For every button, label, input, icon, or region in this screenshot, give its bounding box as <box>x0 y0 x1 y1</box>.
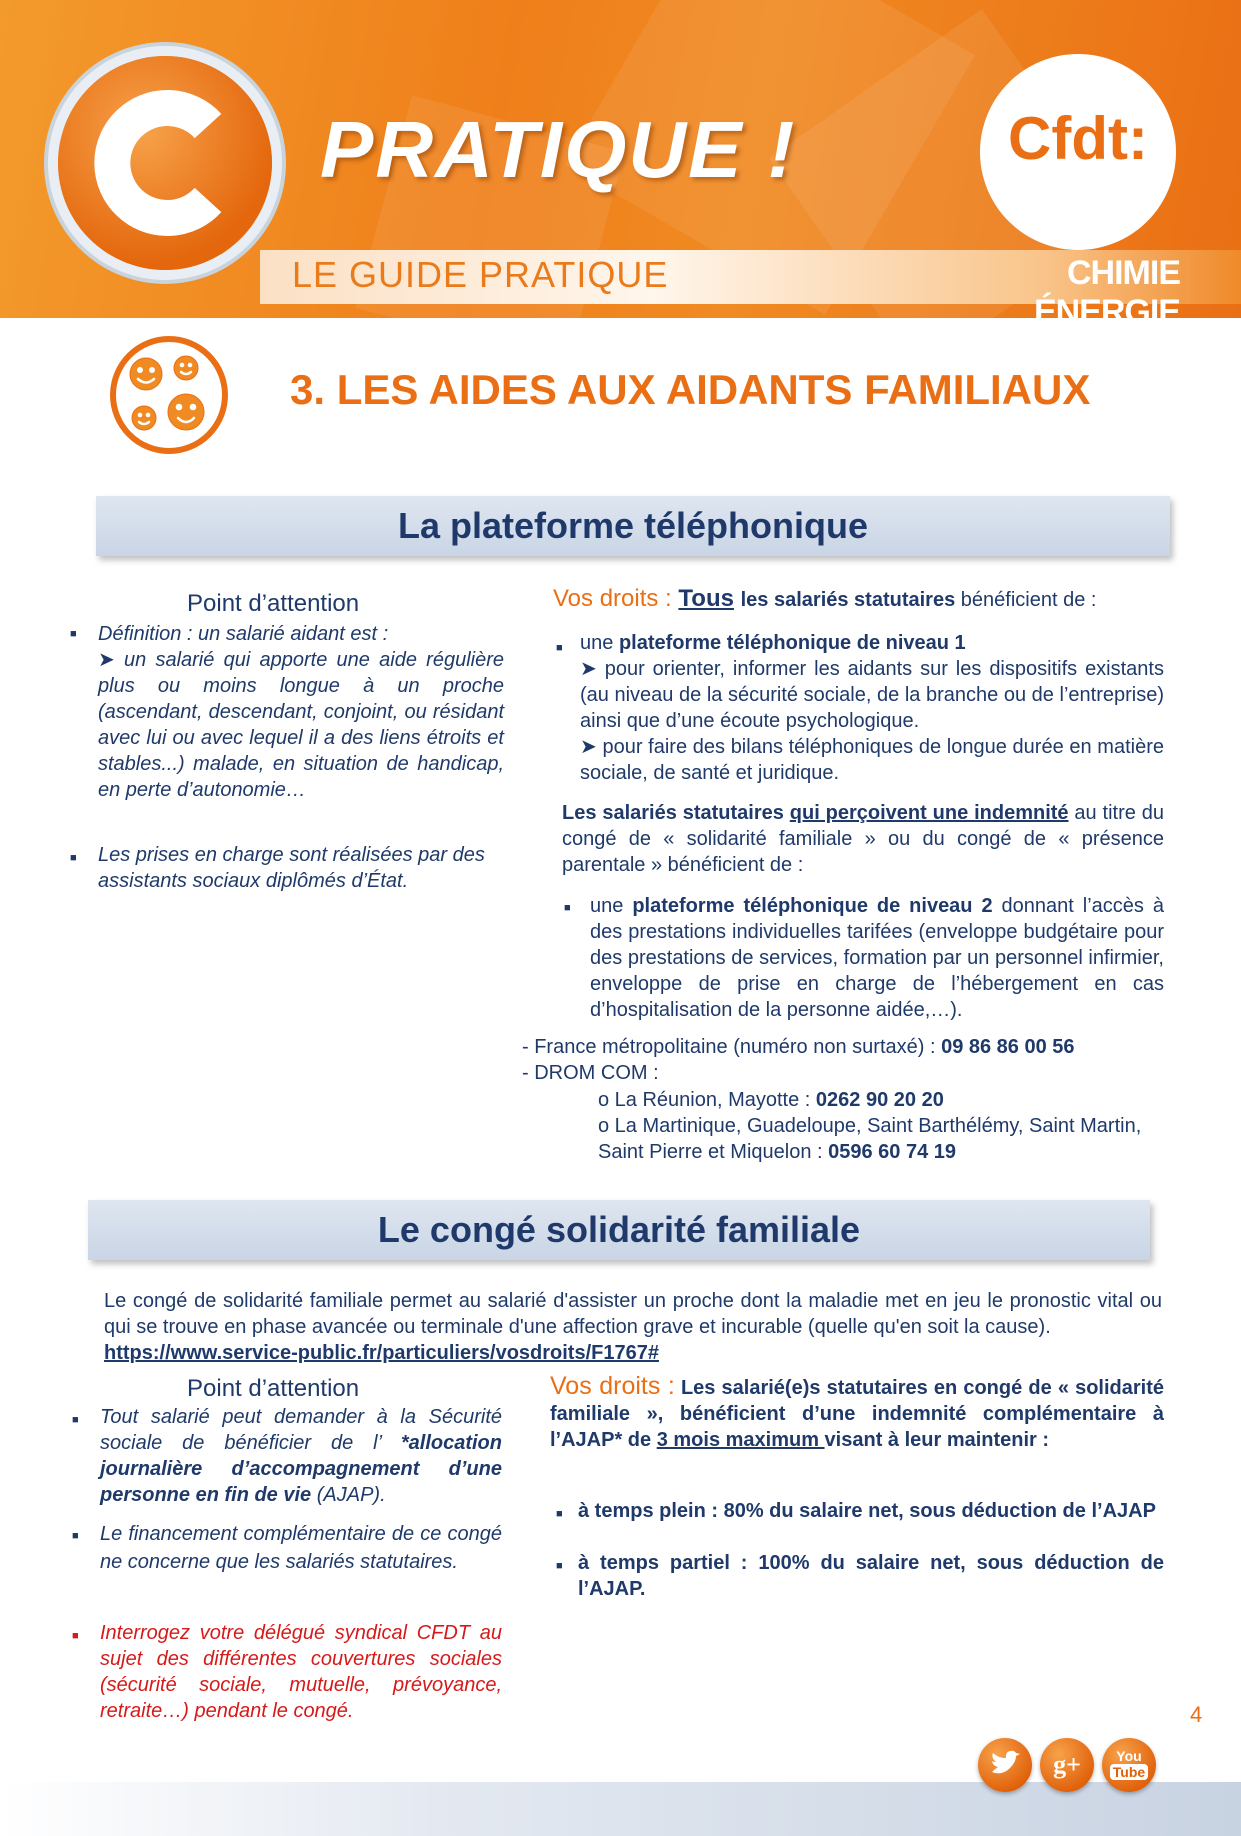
youtube-bottom: Tube <box>1110 1764 1148 1780</box>
level1-sub2 <box>580 734 1164 786</box>
phone-fr-number: 09 86 86 00 56 <box>941 1036 1075 1058</box>
bullet-icon: ■ <box>72 1630 79 1642</box>
antilles-phone: 0596 60 74 19 <box>828 1141 957 1163</box>
conge-rights-paragraph <box>550 1373 1164 1453</box>
level1-pre: une <box>580 632 619 654</box>
bullet-icon: ■ <box>564 902 571 914</box>
youtube-icon[interactable] <box>1102 1738 1156 1792</box>
bullet-icon: ■ <box>72 1530 79 1542</box>
conge-intro: Le congé de solidarité familiale permet au salarié d'assister un proche dont la maladie met en jeu le pronostic vital ou qui se trouve en phase avancée ou terminale d'une affection grave et incurable (quelle qu'en soit la cause). <box>104 1290 1162 1338</box>
twitter-icon[interactable] <box>978 1738 1032 1792</box>
footer-band <box>0 1782 1241 1836</box>
level1-sub2-text: pour faire des bilans téléphoniques de longue durée en matière sociale, de santé et juridique. <box>580 736 1164 784</box>
conge-duration: 3 mois maximum <box>656 1429 825 1451</box>
section-title: 3. LES AIDES AUX AIDANTS FAMILIAUX <box>290 366 1091 413</box>
arrow-icon: ➤ <box>580 658 605 680</box>
ajap-post: (AJAP). <box>311 1484 386 1506</box>
part-time-item: à temps partiel : 100% du salaire net, sous déduction de l’AJAP. <box>578 1552 1164 1600</box>
conge-rights-b: visant à leur maintenir : <box>824 1429 1050 1451</box>
ajap-bold: *allocation journalière d’accompagnement d’une personne en fin de vie <box>100 1432 502 1506</box>
level2-title: plateforme téléphonique de niveau 2 <box>632 895 993 917</box>
conge-header: Le congé solidarité familiale <box>88 1200 1150 1260</box>
conge-rights-a: Les salarié(e)s statutaires en congé de « solidarité familiale », bénéficient d’une indemnité complémentaire à l’AJAP* de <box>550 1377 1164 1451</box>
c-logo-icon <box>58 56 272 270</box>
bullet-icon: ■ <box>72 1414 79 1426</box>
phone-reunion <box>598 1087 1164 1113</box>
cfdt-logo-text: Cfdt: <box>1008 105 1148 172</box>
definition-lead: Définition : un salarié aidant est : <box>98 623 389 645</box>
full-time-item: à temps plein : 80% du salaire net, sous déduction de l’AJAP <box>578 1500 1156 1522</box>
definition-text: un salarié qui apporte une aide régulière plus ou moins longue à un proche (ascendant, descendant, conjoint, ou résidant avec lui ou avec lequel il a des liens étroits et stables...) malade, en situation de handicap, en perte d’autonomie… <box>98 649 504 801</box>
attention-title: Point d’attention <box>187 590 360 617</box>
rights-all: Tous <box>678 585 734 612</box>
reunion-phone: 0262 90 20 20 <box>815 1089 944 1111</box>
arrow-icon: ➤ <box>580 736 603 758</box>
brand-title: PRATIQUE ! <box>320 105 797 194</box>
interrogez-item: Interrogez votre délégué syndical CFDT au sujet des différentes couvertures sociales (sécurité sociale, mutuelle, prévoyance, retraite…) pendant le congé. <box>100 1622 502 1722</box>
phone-fr-label: - France métropolitaine (numéro non surtaxé) : <box>522 1036 942 1058</box>
antilles-label: o La Martinique, Guadeloupe, Saint Barthélémy, Saint Martin, Saint Pierre et Miquelon : <box>598 1115 1142 1163</box>
phone-france <box>522 1034 1162 1060</box>
level1-sub1-text: pour orienter, informer les aidants sur les dispositifs existants (au niveau de la sécurité sociale, de la branche ou de l’entreprise) ainsi que d’une écoute psychologique. <box>580 658 1164 732</box>
platform-header: La plateforme téléphonique <box>96 496 1170 556</box>
bullet-icon: ■ <box>70 628 77 640</box>
arrow-icon: ➤ <box>98 649 124 671</box>
smiley-group-icon <box>108 334 230 456</box>
level2-pre: une <box>590 895 633 917</box>
level1-title: plateforme téléphonique de niveau 1 <box>618 632 966 654</box>
conge-rights-label: Vos droits : <box>550 1372 675 1400</box>
google-plus-icon[interactable]: g+ <box>1040 1738 1094 1792</box>
level1-sub1 <box>580 656 1164 734</box>
conge-attention-title: Point d’attention <box>187 1375 360 1402</box>
youtube-top: You <box>1116 1748 1142 1764</box>
ajap-item <box>100 1404 502 1508</box>
indem-link: qui perçoivent une indemnité <box>789 802 1069 824</box>
financement-item: Le financement complémentaire de ce congé ne concerne que les salariés statutaires. <box>100 1523 502 1573</box>
bullet-icon: ■ <box>556 642 563 654</box>
org-subtitle: CHIMIE ÉNERGIE <box>1033 254 1180 331</box>
platform-rights-intro <box>553 584 1173 615</box>
rights-label: Vos droits : <box>553 585 672 612</box>
bullet-icon: ■ <box>556 1560 563 1572</box>
service-public-link[interactable]: https://www.service-public.fr/particuliers/vosdroits/F1767# <box>104 1342 659 1364</box>
reunion-label: o La Réunion, Mayotte : <box>598 1089 816 1111</box>
page-number: 4 <box>1190 1702 1203 1727</box>
drom-label: - DROM COM : <box>522 1062 659 1084</box>
bullet-icon: ■ <box>70 852 77 864</box>
rights-benefit: bénéficient de : <box>960 589 1097 611</box>
rights-staff: les salariés statutaires <box>740 589 956 611</box>
bullet-icon: ■ <box>556 1508 563 1520</box>
definition-body <box>98 647 504 803</box>
level2-rest: donnant l’accès à des prestations individuelles tarifées (enveloppe budgétaire pour des prestations de services, formation par un personnel infirmier, enveloppe de prise en charge de l’hébergement en cas d’hospitalisation de la personne aidée,…). <box>590 895 1164 1021</box>
ajap-pre: Tout salarié peut demander à la Sécurité sociale de bénéficier de l’ <box>100 1406 502 1454</box>
level1-item <box>580 630 1170 656</box>
indem-staff: Les salariés statutaires <box>562 802 784 824</box>
phone-antilles <box>598 1113 1164 1165</box>
prises-text: Les prises en charge sont réalisées par des assistants sociaux diplômés d’État. <box>98 844 485 892</box>
indem-rest: au titre du congé de « solidarité familiale » ou du congé de « présence parentale » bénéficient de : <box>562 802 1164 876</box>
guide-label: LE GUIDE PRATIQUE <box>292 254 669 295</box>
indemnity-paragraph <box>562 800 1164 878</box>
level2-item <box>590 893 1164 1023</box>
